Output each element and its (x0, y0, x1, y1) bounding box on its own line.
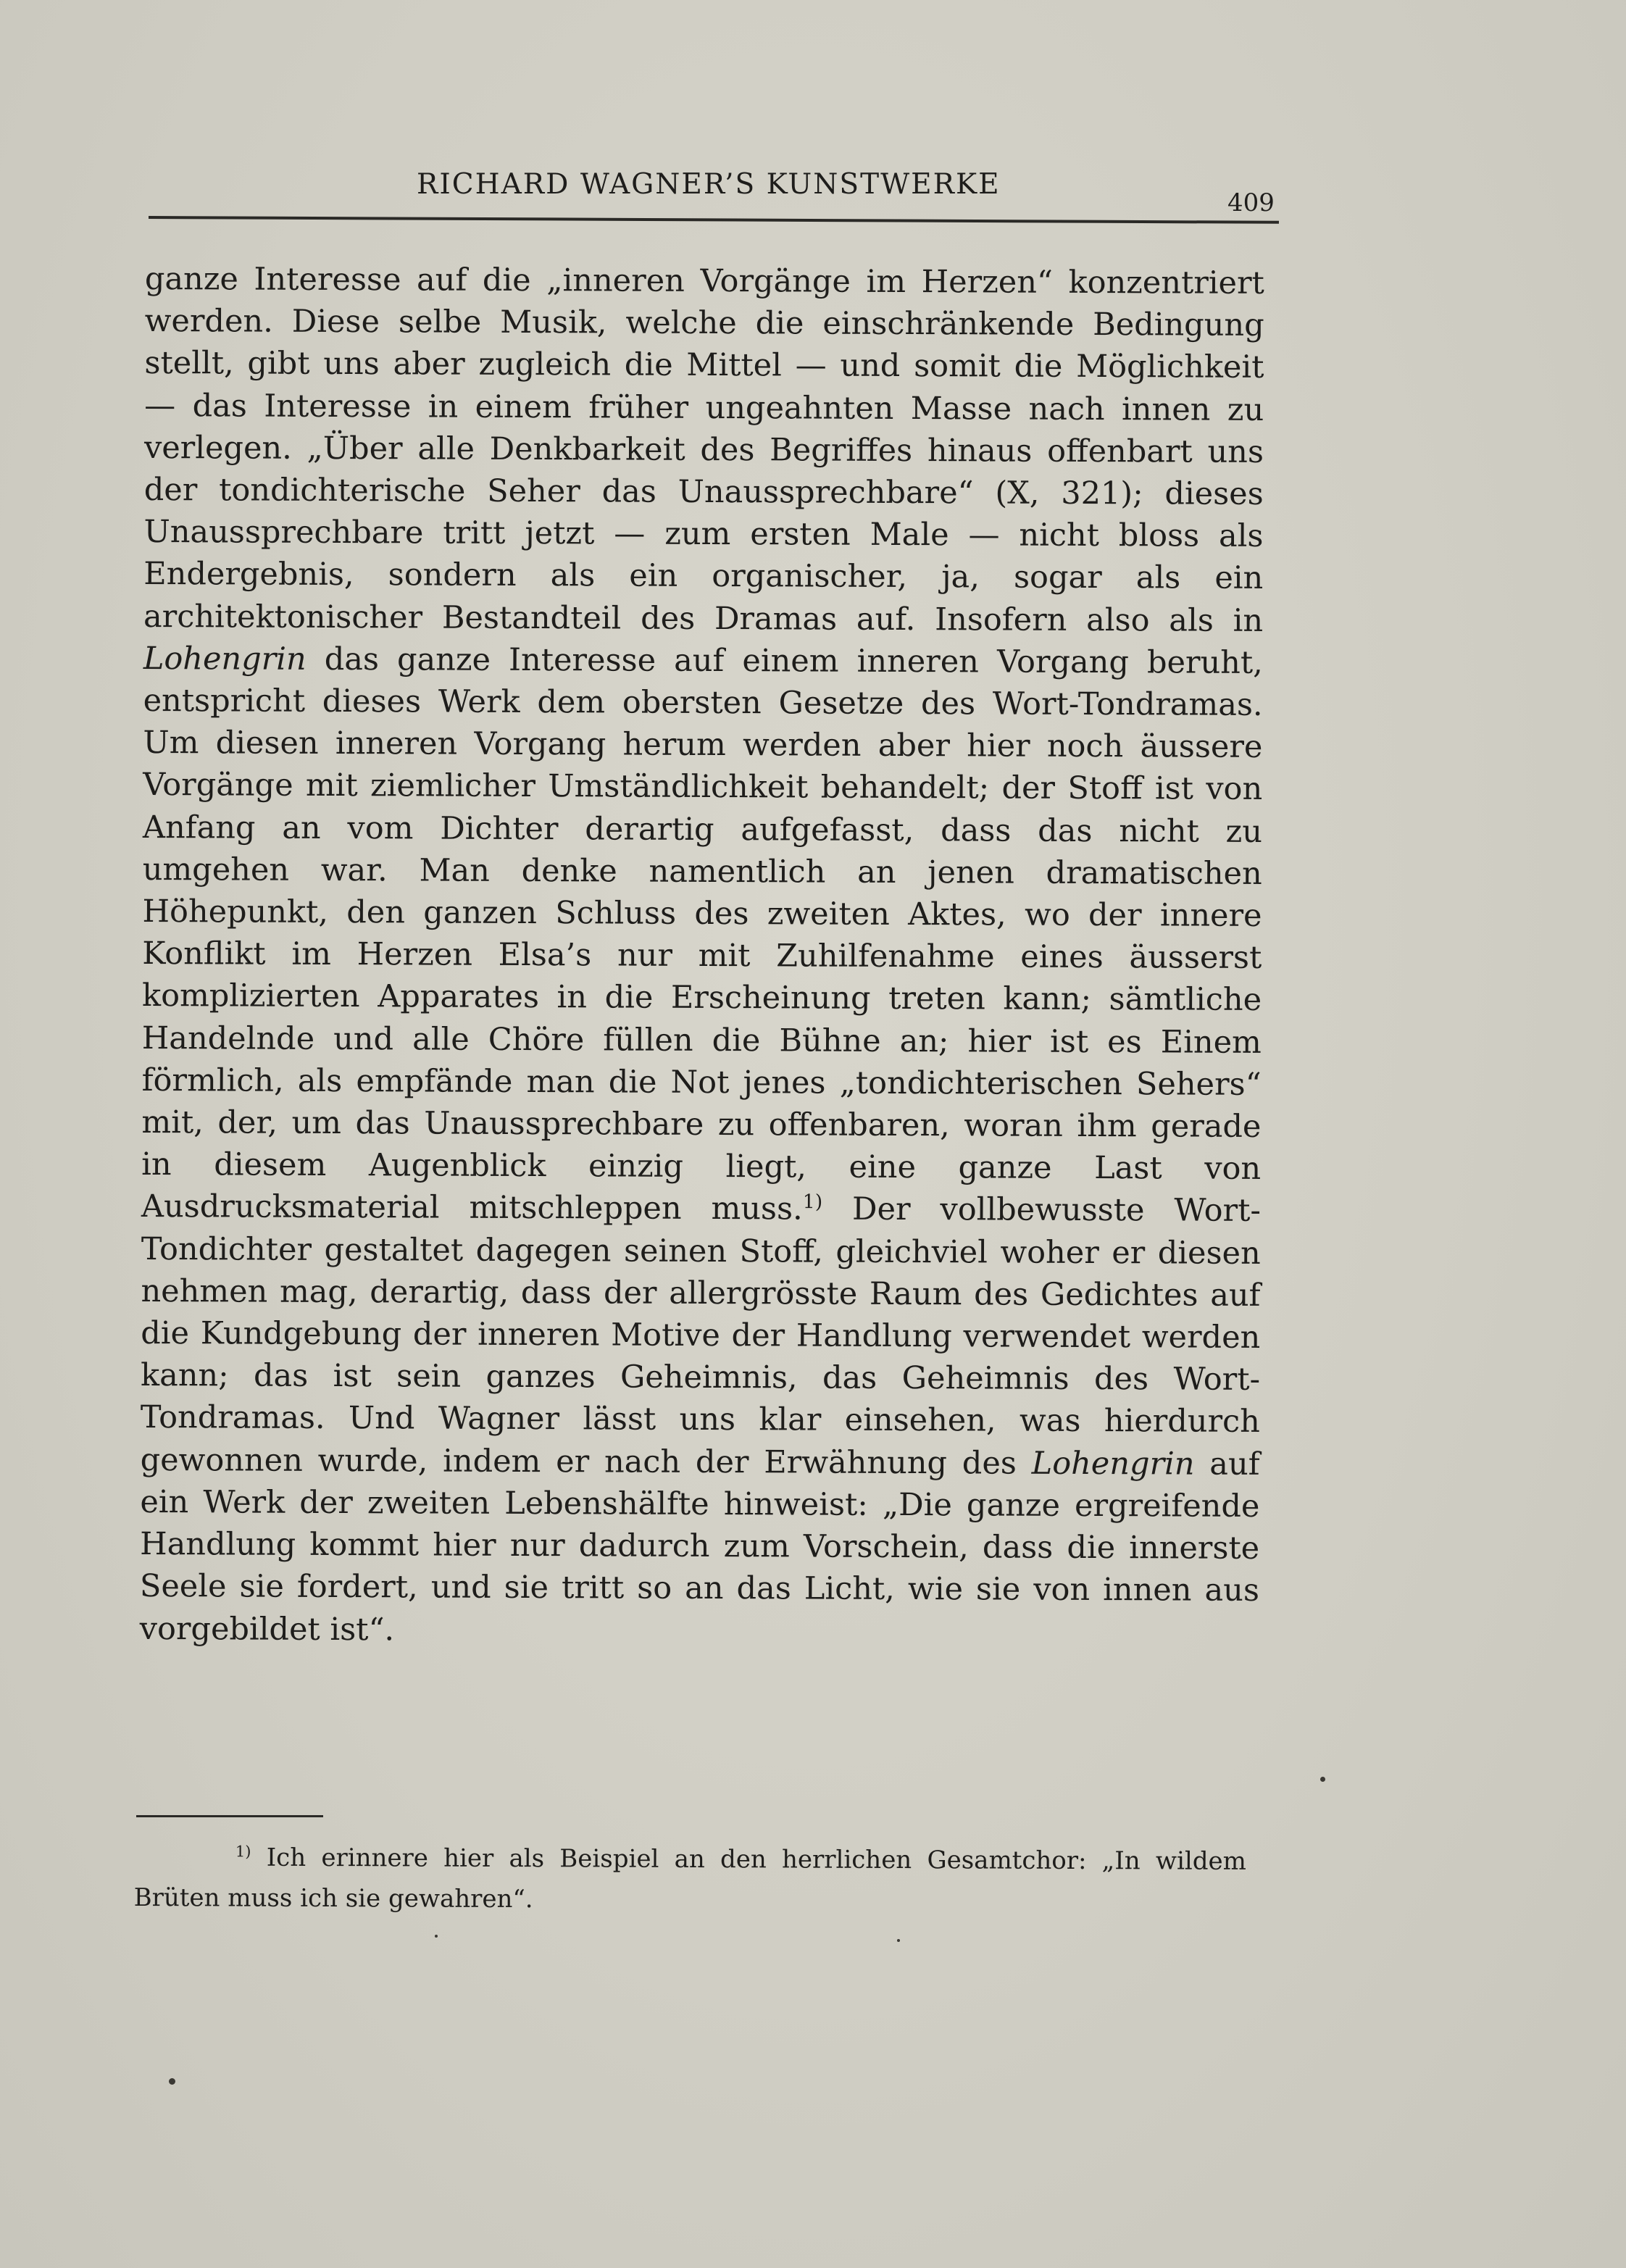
text-run: Der vollbewusste Wort-Tondichter gestaltet dagegen seinen Stoff, gleichviel woher er diesen nehmen mag, derartig, dass der allergrösste Raum des Gedichtes auf die Kundgebung der inneren Motive der Handlung verwendet werden kann; das ist sein ganzes Geheimnis, das Geheimnis des Wort-Tondramas. Und Wagner lässt uns klar einsehen, was hierdurch gewonnen wurde, indem er nach der Erwähnung des (140, 1191, 1262, 1482)
footnote-reference[interactable]: 1) (802, 1191, 823, 1214)
footnote-rule (136, 1815, 323, 1817)
header-rule (149, 216, 1279, 224)
italic-title: Lohengrin (1031, 1445, 1195, 1483)
text-run: das ganze Interesse auf einem inneren Vorgang beruht, entspricht dieses Werk dem obersten Gesetze des Wort-Tondramas. Um diesen inneren Vorgang herum werden aber hier noch äussere Vorgänge mit ziemlicher Umständlichkeit behandelt; der Stoff ist von Anfang an vom Dichter derartig aufgefasst, dass das nicht zu umgehen war. Man denke namentlich an jenen dramatischen Höhepunkt, den ganzen Schluss des zweiten Aktes, wo der innere Konflikt im Herzen Elsa’s nur mit Zuhilfenahme eines äusserst komplizierten Apparates in die Erscheinung treten kann; sämtliche Handelnde und alle Chöre füllen die Bühne an; hier ist es Einem förmlich, als empfände man die Not jenes „tondichterischen Sehers“ mit, der, um das Unaussprechbare zu offenbaren, woran ihm gerade in diesem Augenblick einzig liegt, eine ganze Last von Ausdrucksmaterial mitschleppen muss. (141, 641, 1263, 1227)
page-number: 409 (1227, 188, 1275, 217)
footnote-marker: 1) (235, 1842, 251, 1861)
paper-speck (1320, 1777, 1325, 1782)
footnote (134, 1837, 1246, 1922)
paper-speck (169, 2078, 175, 2085)
text-run: auf ein Werk der zweiten Lebenshälfte hinweist: „Die ganze ergreifende Handlung kommt hier nur dadurch zum Vorschein, dass die innerste Seele sie fordert, und sie tritt so an das Licht, wie sie von innen aus vorgebildet ist“. (139, 1446, 1260, 1648)
italic-title: Lohengrin (143, 640, 307, 678)
footnote-text: Ich erinnere hier als Beispiel an den herrlichen Gesamtchor: „In wildem Brüten muss ich sie gewahren“. (133, 1843, 1246, 1914)
paragraph (140, 258, 1264, 1654)
main-paragraph (140, 258, 1264, 1654)
paper-speck (897, 1939, 900, 1942)
text-run: ganze Interesse auf die „inneren Vorgänge im Herzen“ konzentriert werden. Diese selbe Musik, welche die einschränkende Bedingung stellt, gibt uns aber zugleich die Mittel — und somit die Möglichkeit — das Interesse in einem früher ungeahnten Masse nach innen zu verlegen. „Über alle Denkbarkeit des Begriffes hinaus offenbart uns der tondichterische Seher das Unaussprechbare“ (X, 321); dieses Unaussprechbare tritt jetzt — zum ersten Male — nicht bloss als Endergebnis, sondern als ein organischer, ja, sogar als ein architektonischer Bestandteil des Dramas auf. Insofern also als in (143, 260, 1264, 639)
running-title: RICHARD WAGNER’S KUNSTWERKE (417, 168, 1001, 201)
paper-speck (435, 1935, 438, 1938)
